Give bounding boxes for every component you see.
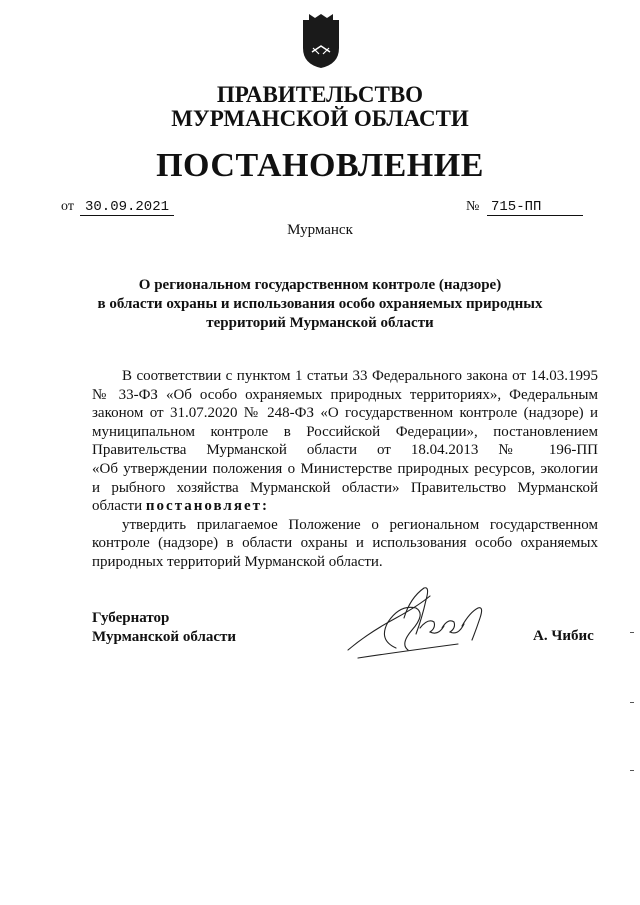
handwritten-signature (338, 578, 498, 670)
number-prefix: № (466, 199, 480, 214)
body-line: природных территорий Мурманской области. (92, 553, 383, 570)
body-line: утвердить прилагаемое Положение о региональном государственном (122, 516, 598, 533)
signer-name: А. Чибис (533, 628, 594, 644)
body-line: муниципальном контроле в Российской Федерации», постановлением (92, 423, 598, 440)
signatory-title-line: Губернатор (92, 610, 170, 626)
scan-edge-mark (630, 702, 634, 703)
document-body (92, 367, 598, 572)
date-prefix: от (61, 199, 74, 214)
coat-of-arms-icon (299, 12, 343, 70)
body-line: Правительства Мурманской области от 18.04.2013 № 196-ПП (92, 442, 598, 459)
body-line: «Об утверждении положения о Министерстве природных ресурсов, экологии (92, 460, 598, 477)
resolution-keyword: постановляет: (145, 498, 269, 515)
body-line: контроле (надзоре) в области охраны и использования особо охраняемых (92, 535, 598, 552)
government-name-line1: ПРАВИТЕЛЬСТВО (216, 82, 424, 107)
subject-line: территорий Мурманской области (206, 315, 434, 331)
scan-edge-mark (630, 770, 634, 771)
scan-edge-mark (630, 632, 634, 633)
government-name-line2: МУРМАНСКОЙ ОБЛАСТИ (171, 106, 469, 131)
body-line: В соответствии с пунктом 1 статьи 33 Федерального закона от 14.03.1995 (122, 368, 598, 384)
signatory-title (92, 609, 236, 647)
document-type-title: ПОСТАНОВЛЕНИЕ (156, 147, 484, 184)
city-name: Мурманск (287, 222, 353, 238)
subject-line: О региональном государственном контроле (надзоре) (138, 277, 502, 293)
body-line: законом от 31.07.2020 № 248-ФЗ «О государственном контроле (надзоре) и (92, 405, 598, 422)
body-text-fragment: области (92, 498, 143, 515)
document-date: 30.09.2021 (80, 199, 174, 216)
body-line: № 33-ФЗ «Об особо охраняемых природных территориях», Федеральным (92, 386, 598, 403)
subject-line: в области охраны и использования особо охраняемых природных (97, 296, 543, 312)
document-subject (60, 276, 580, 333)
body-line: и рыбного хозяйства Мурманской области» Правительство Мурманской (92, 479, 598, 496)
body-line (92, 497, 598, 516)
document-number: 715-ПП (487, 199, 583, 216)
signatory-title-line: Мурманской области (92, 629, 237, 645)
